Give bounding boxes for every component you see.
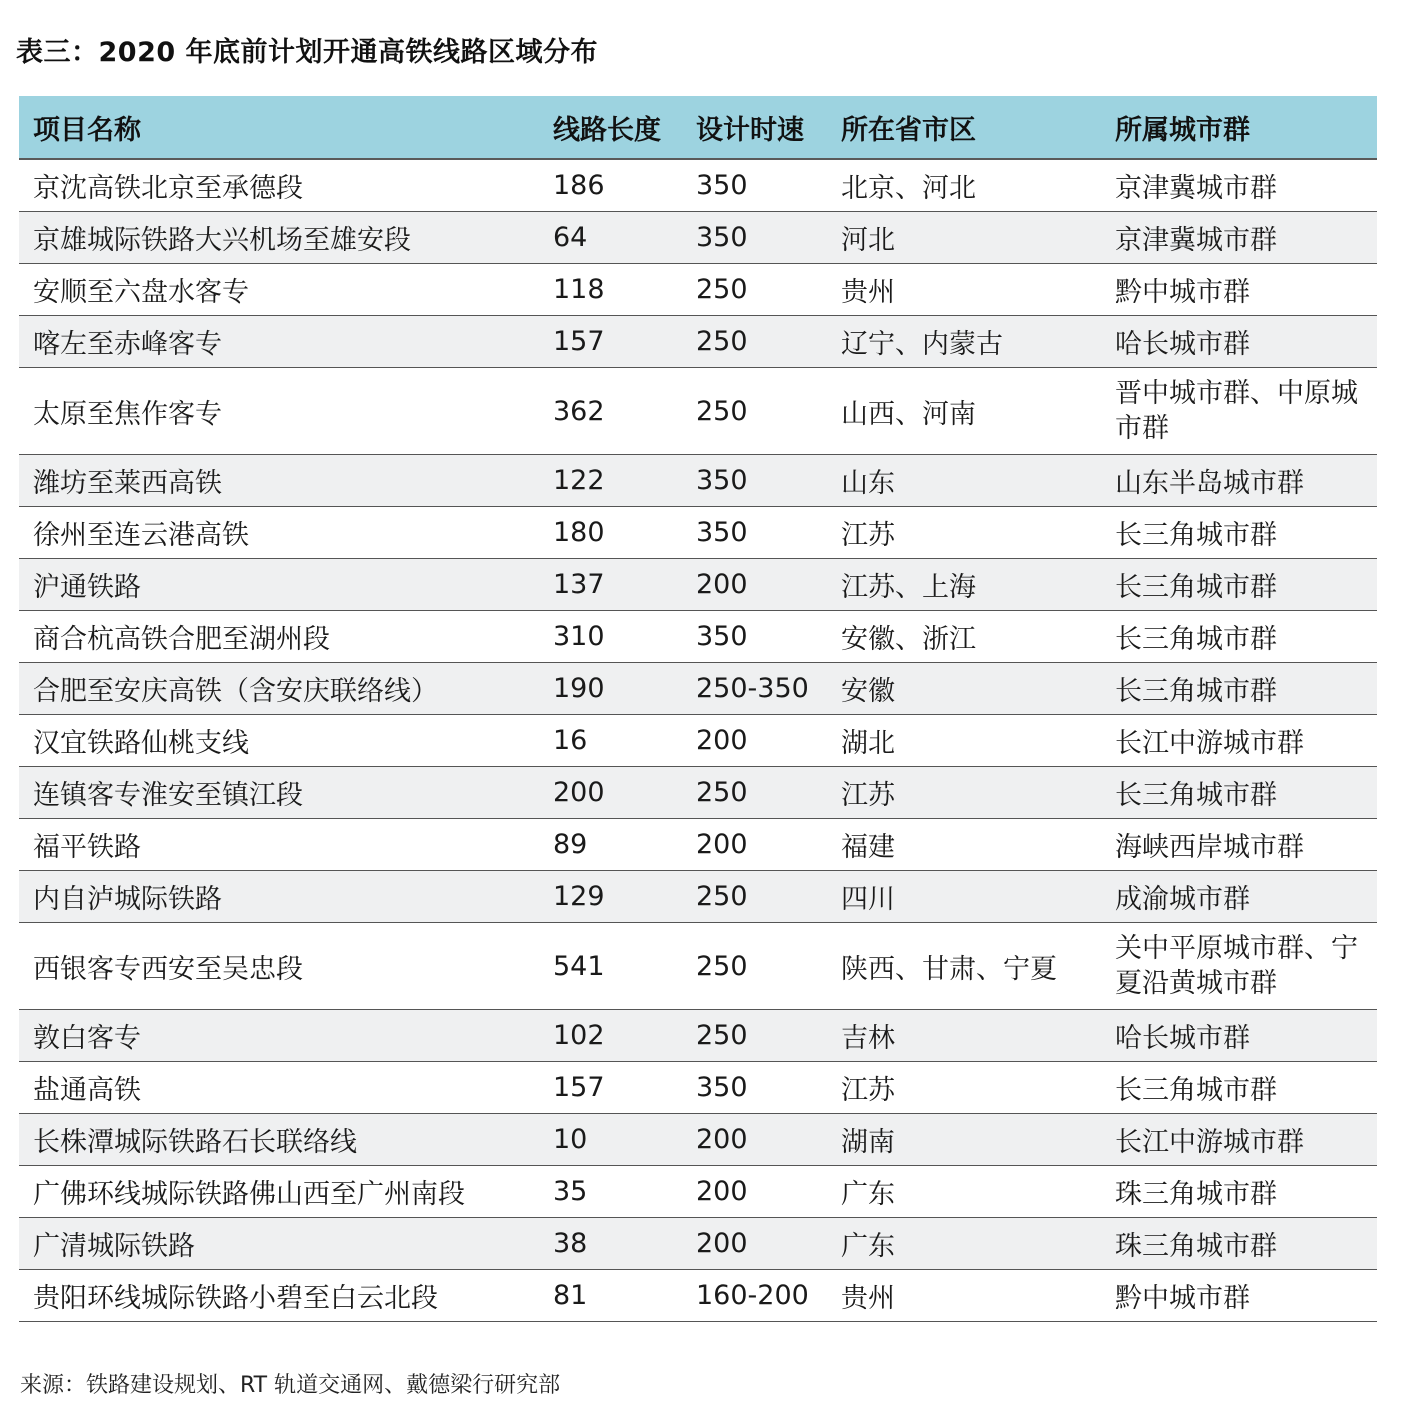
cell-province: 安徽、浙江 xyxy=(827,611,1101,663)
cell-project-name: 广佛环线城际铁路佛山西至广州南段 xyxy=(19,1166,538,1218)
cell-city-cluster: 黔中城市群 xyxy=(1101,1270,1377,1322)
cell-province: 广东 xyxy=(827,1218,1101,1270)
cell-project-name: 潍坊至莱西高铁 xyxy=(19,455,538,507)
cell-city-cluster: 长江中游城市群 xyxy=(1101,1114,1377,1166)
cell-project-name: 内自泸城际铁路 xyxy=(19,871,538,923)
cell-city-cluster: 山东半岛城市群 xyxy=(1101,455,1377,507)
cell-line-length: 137 xyxy=(538,559,682,611)
cell-province: 四川 xyxy=(827,871,1101,923)
cell-province: 陕西、甘肃、宁夏 xyxy=(827,923,1101,1010)
cell-city-cluster: 成渝城市群 xyxy=(1101,871,1377,923)
header-design-speed: 设计时速 xyxy=(682,96,827,159)
cell-province: 辽宁、内蒙古 xyxy=(827,316,1101,368)
cell-line-length: 129 xyxy=(538,871,682,923)
cell-design-speed: 160-200 xyxy=(682,1270,827,1322)
cell-province: 北京、河北 xyxy=(827,159,1101,212)
table-row xyxy=(19,1010,1377,1062)
table-row xyxy=(19,559,1377,611)
table-row xyxy=(19,507,1377,559)
cell-design-speed: 250-350 xyxy=(682,663,827,715)
cell-design-speed: 200 xyxy=(682,819,827,871)
cell-province: 山东 xyxy=(827,455,1101,507)
cell-line-length: 200 xyxy=(538,767,682,819)
cell-design-speed: 350 xyxy=(682,611,827,663)
cell-city-cluster: 长三角城市群 xyxy=(1101,1062,1377,1114)
table-row xyxy=(19,767,1377,819)
cell-project-name: 沪通铁路 xyxy=(19,559,538,611)
cell-line-length: 81 xyxy=(538,1270,682,1322)
cell-design-speed: 250 xyxy=(682,767,827,819)
cell-line-length: 102 xyxy=(538,1010,682,1062)
table-row xyxy=(19,264,1377,316)
table-row xyxy=(19,715,1377,767)
cell-project-name: 福平铁路 xyxy=(19,819,538,871)
table-row xyxy=(19,1114,1377,1166)
table-row xyxy=(19,871,1377,923)
cell-city-cluster: 海峡西岸城市群 xyxy=(1101,819,1377,871)
cell-line-length: 362 xyxy=(538,368,682,455)
cell-project-name: 商合杭高铁合肥至湖州段 xyxy=(19,611,538,663)
cell-design-speed: 200 xyxy=(682,1114,827,1166)
cell-province: 贵州 xyxy=(827,1270,1101,1322)
cell-line-length: 122 xyxy=(538,455,682,507)
header-project-name: 项目名称 xyxy=(19,96,538,159)
table-header-row xyxy=(19,96,1377,159)
cell-design-speed: 350 xyxy=(682,212,827,264)
table-row xyxy=(19,923,1377,1010)
cell-city-cluster: 黔中城市群 xyxy=(1101,264,1377,316)
table-row xyxy=(19,455,1377,507)
cell-province: 河北 xyxy=(827,212,1101,264)
cell-project-name: 喀左至赤峰客专 xyxy=(19,316,538,368)
cell-design-speed: 200 xyxy=(682,1218,827,1270)
header-province: 所在省市区 xyxy=(827,96,1101,159)
cell-city-cluster: 哈长城市群 xyxy=(1101,316,1377,368)
table-row xyxy=(19,368,1377,455)
cell-design-speed: 350 xyxy=(682,455,827,507)
cell-project-name: 敦白客专 xyxy=(19,1010,538,1062)
cell-city-cluster: 长三角城市群 xyxy=(1101,663,1377,715)
table-row xyxy=(19,316,1377,368)
cell-city-cluster: 哈长城市群 xyxy=(1101,1010,1377,1062)
cell-province: 江苏 xyxy=(827,507,1101,559)
cell-province: 贵州 xyxy=(827,264,1101,316)
cell-line-length: 118 xyxy=(538,264,682,316)
cell-province: 福建 xyxy=(827,819,1101,871)
cell-line-length: 157 xyxy=(538,1062,682,1114)
cell-city-cluster: 长江中游城市群 xyxy=(1101,715,1377,767)
cell-province: 广东 xyxy=(827,1166,1101,1218)
cell-province: 江苏、上海 xyxy=(827,559,1101,611)
cell-project-name: 汉宜铁路仙桃支线 xyxy=(19,715,538,767)
cell-design-speed: 200 xyxy=(682,1166,827,1218)
rail-lines-table xyxy=(19,96,1377,1322)
cell-design-speed: 200 xyxy=(682,559,827,611)
cell-line-length: 38 xyxy=(538,1218,682,1270)
cell-project-name: 太原至焦作客专 xyxy=(19,368,538,455)
cell-city-cluster: 长三角城市群 xyxy=(1101,507,1377,559)
table-row xyxy=(19,819,1377,871)
cell-city-cluster: 关中平原城市群、宁夏沿黄城市群 xyxy=(1101,923,1377,1010)
cell-line-length: 35 xyxy=(538,1166,682,1218)
cell-city-cluster: 长三角城市群 xyxy=(1101,611,1377,663)
cell-design-speed: 250 xyxy=(682,264,827,316)
cell-line-length: 541 xyxy=(538,923,682,1010)
cell-line-length: 10 xyxy=(538,1114,682,1166)
cell-project-name: 合肥至安庆高铁（含安庆联络线） xyxy=(19,663,538,715)
cell-city-cluster: 长三角城市群 xyxy=(1101,559,1377,611)
cell-design-speed: 250 xyxy=(682,923,827,1010)
cell-project-name: 西银客专西安至吴忠段 xyxy=(19,923,538,1010)
cell-design-speed: 350 xyxy=(682,507,827,559)
cell-line-length: 16 xyxy=(538,715,682,767)
cell-province: 湖北 xyxy=(827,715,1101,767)
table-title: 表三：2020 年底前计划开通高铁线路区域分布 xyxy=(16,37,599,68)
cell-design-speed: 250 xyxy=(682,871,827,923)
cell-city-cluster: 晋中城市群、中原城市群 xyxy=(1101,368,1377,455)
cell-city-cluster: 京津冀城市群 xyxy=(1101,212,1377,264)
cell-design-speed: 350 xyxy=(682,1062,827,1114)
cell-city-cluster: 长三角城市群 xyxy=(1101,767,1377,819)
cell-project-name: 广清城际铁路 xyxy=(19,1218,538,1270)
cell-project-name: 徐州至连云港高铁 xyxy=(19,507,538,559)
table-row xyxy=(19,212,1377,264)
cell-project-name: 长株潭城际铁路石长联络线 xyxy=(19,1114,538,1166)
cell-line-length: 180 xyxy=(538,507,682,559)
cell-city-cluster: 京津冀城市群 xyxy=(1101,159,1377,212)
table-row xyxy=(19,663,1377,715)
cell-design-speed: 250 xyxy=(682,316,827,368)
cell-province: 江苏 xyxy=(827,1062,1101,1114)
cell-line-length: 64 xyxy=(538,212,682,264)
cell-province: 吉林 xyxy=(827,1010,1101,1062)
cell-line-length: 190 xyxy=(538,663,682,715)
cell-project-name: 京沈高铁北京至承德段 xyxy=(19,159,538,212)
cell-design-speed: 350 xyxy=(682,159,827,212)
cell-province: 湖南 xyxy=(827,1114,1101,1166)
cell-project-name: 安顺至六盘水客专 xyxy=(19,264,538,316)
table-row xyxy=(19,1062,1377,1114)
table-row xyxy=(19,1270,1377,1322)
cell-design-speed: 200 xyxy=(682,715,827,767)
cell-project-name: 盐通高铁 xyxy=(19,1062,538,1114)
cell-line-length: 89 xyxy=(538,819,682,871)
cell-design-speed: 250 xyxy=(682,368,827,455)
header-line-length: 线路长度 xyxy=(538,96,682,159)
source-note: 来源：铁路建设规划、RT 轨道交通网、戴德梁行研究部 xyxy=(20,1373,561,1398)
table-row xyxy=(19,159,1377,212)
table-row xyxy=(19,1218,1377,1270)
cell-line-length: 157 xyxy=(538,316,682,368)
cell-project-name: 京雄城际铁路大兴机场至雄安段 xyxy=(19,212,538,264)
cell-city-cluster: 珠三角城市群 xyxy=(1101,1218,1377,1270)
cell-line-length: 310 xyxy=(538,611,682,663)
cell-line-length: 186 xyxy=(538,159,682,212)
header-city-cluster: 所属城市群 xyxy=(1101,96,1377,159)
table-row xyxy=(19,1166,1377,1218)
cell-province: 江苏 xyxy=(827,767,1101,819)
cell-province: 安徽 xyxy=(827,663,1101,715)
cell-city-cluster: 珠三角城市群 xyxy=(1101,1166,1377,1218)
cell-province: 山西、河南 xyxy=(827,368,1101,455)
cell-design-speed: 250 xyxy=(682,1010,827,1062)
table-row xyxy=(19,611,1377,663)
cell-project-name: 连镇客专淮安至镇江段 xyxy=(19,767,538,819)
cell-project-name: 贵阳环线城际铁路小碧至白云北段 xyxy=(19,1270,538,1322)
